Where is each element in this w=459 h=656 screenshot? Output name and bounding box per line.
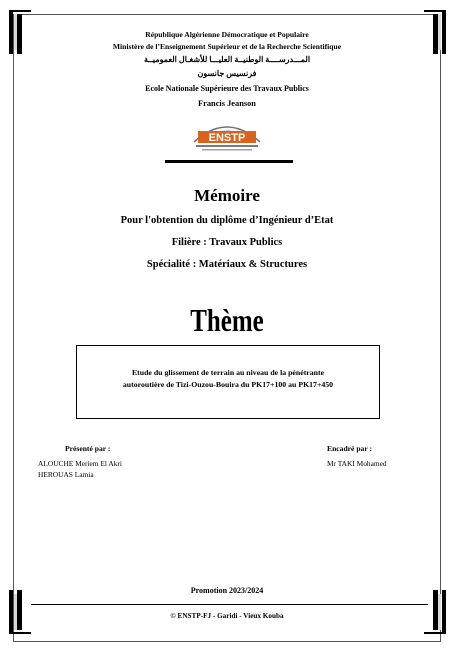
footer-text: © ENSTP-FJ - Garidi - Vieux Kouba (170, 612, 284, 620)
promotion-line: Promotion 2023/2024 (190, 586, 264, 595)
republic-line: République Algérienne Démocratique et Populaire (145, 30, 309, 39)
corner-line-bottom-right (424, 632, 446, 634)
enstp-logo (188, 118, 266, 154)
filiere-line: Filière : Travaux Publics (171, 237, 283, 248)
ministry-line: Ministère de l’Enseignement Supérieur et de la Recherche Scientifique (112, 42, 342, 51)
author-name-2: HEROUAS Lamia (38, 470, 94, 479)
supervised-label: Encadré par : (327, 444, 372, 453)
logo-underline (165, 160, 293, 163)
logo-text: ENSTP (208, 132, 246, 144)
corner-line-bottom-left (9, 632, 31, 634)
specialite-line: Spécialité : Matériaux & Structures (146, 259, 308, 270)
presented-label: Présenté par : (65, 444, 111, 453)
subject-line-1: Etude du glissement de terrain au niveau de la pénétrante (131, 368, 325, 377)
diploma-line: Pour l'obtention du diplôme d’Ingénieur d’Etat (120, 215, 334, 226)
subject-line-2: autoroutière de Tizi-Ouzou-Bouira du PK17+100 au PK17+450 (122, 380, 334, 389)
corner-line-top-left (9, 10, 31, 12)
arabic-school-line: المـــدرســــة الوطنيــة العليـــا للأشغـال العموميــة (143, 55, 311, 64)
arabic-name-line: فرنسيس جانسون (197, 69, 257, 78)
enstp-logo-icon (188, 118, 266, 154)
theme-title: Thème (190, 302, 264, 338)
school-name-line: Francis Jeanson (198, 99, 256, 108)
school-line: Ecole Nationale Supérieure des Travaux Publics (145, 84, 309, 93)
corner-line-top-right (424, 10, 446, 12)
supervisor-name: Mr TAKI Mohamed (327, 459, 387, 468)
author-name-1: ALOUCHE Meriem El Akri (38, 459, 122, 468)
footer-divider (31, 604, 428, 605)
subject-text (76, 367, 380, 391)
memoire-title: Mémoire (194, 186, 260, 205)
